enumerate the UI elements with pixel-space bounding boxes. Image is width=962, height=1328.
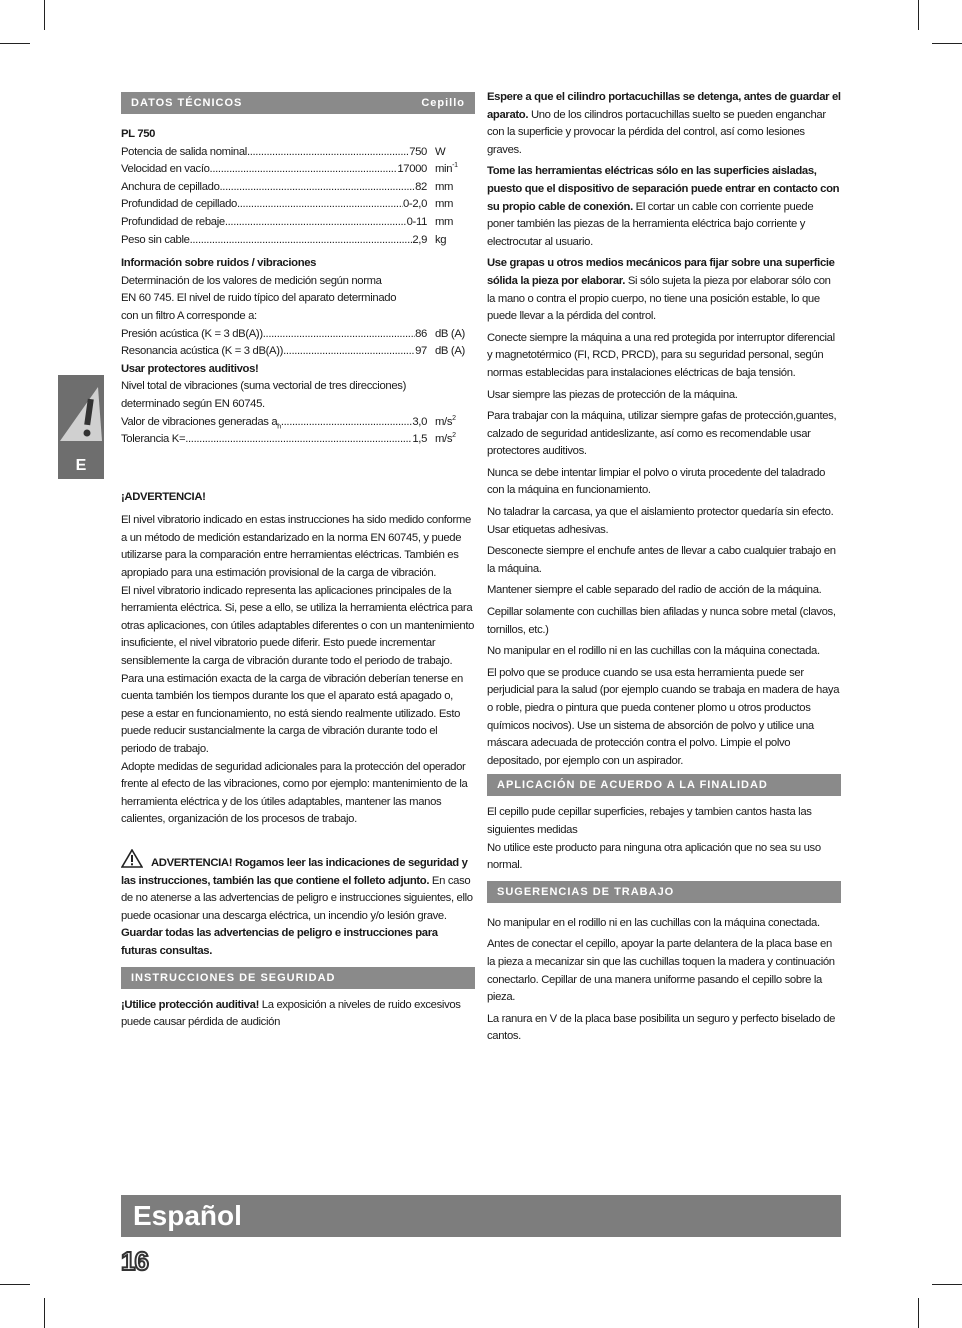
spec-value: 17000 (397, 163, 427, 176)
spec-unit-text: dB (A) (435, 327, 465, 340)
crop-mark (918, 1298, 919, 1328)
model-name: PL 750 (121, 128, 156, 140)
safety-warning-bold: ADVERTENCIA! Rogamos leer las indicaciones de seguridad y las instrucciones, también las que contiene el folleto adjunto. (121, 856, 468, 887)
safety-paragraph-bold: Tome las herramientas eléctricas sólo en las superficies aisladas, puesto que el dispositivo de separación puede entrar en contacto con su propio cable de conexión. (487, 165, 840, 213)
crop-mark (932, 1284, 962, 1285)
safety-paragraph-list (487, 330, 841, 771)
spec-label-text: Valor de vibraciones generadas a (121, 415, 278, 428)
sugerencias-list (487, 915, 841, 1046)
safety-paragraph: El polvo que se produce cuando se usa esta herramienta puede ser perjudicial para la salud (por ejemplo cuando se trabaja en madera de haya o roble, piedra o pintura que pueda contener plomo u otros productos químicos nocivos). Use un sistema de absorción de polvo y utilice una máscara adecuada de protección contra el polvo. Limpie el polvo depositado, por ejemplo con un aspirador. (487, 666, 840, 767)
advertencia-paragraph: Adopte medidas de seguridad adicionales para la protección del operador frente al efecto de las vibraciones, como por ejemplo: mantenimiento de la herramienta eléctrica y de los útiles adaptables, mantener las manos calientes, organización de los procesos de trabajo. (121, 760, 468, 826)
advertencia-paragraph: El nivel vibratorio indicado en estas instrucciones ha sido medido conforme a un método de medición estandarizado en la norma EN 60745, y puede utilizarse para la comparación entre herramientas eléctricas. También es apropiado para una estimación provisional de la carga de vibración. (121, 514, 471, 580)
crop-mark (932, 43, 962, 44)
spec-label-text: Potencia de salida nominal (121, 145, 247, 158)
spec-value: 0-11 (406, 215, 427, 228)
advertencia-paragraph: El nivel vibratorio indicado representa las aplicaciones principales de la herramienta eléctrica. Si, pese a ello, se utiliza la herramienta eléctrica para otras aplicaciones, con útiles adaptables diferentes o con un mantenimiento insuficiente, el nivel vibratorio puede diferir. Esto puede incrementar sensiblemente la carga de vibración durante todo el periodo de trabajo. (121, 584, 475, 668)
spec-value: 97 (415, 345, 427, 358)
spec-label-text: Velocidad en vacío (121, 163, 210, 176)
spec-value: 2,9 (412, 233, 427, 246)
spec-unit (427, 326, 475, 344)
sugerencias-title: SUGERENCIAS DE TRABAJO (497, 885, 675, 898)
spec-value: 750 (409, 145, 427, 158)
hearing-protection-bold: ¡Utilice protección auditiva! (121, 998, 259, 1011)
safety-paragraph: No taladrar la carcasa, ya que el aislamiento protector quedaría sin efecto. Usar etiquetas adhesivas. (487, 506, 834, 536)
datos-tecnicos-title: DATOS TÉCNICOS (131, 97, 243, 109)
spec-row (121, 343, 475, 361)
crop-mark (918, 0, 919, 30)
spec-unit-text: kg (435, 233, 447, 246)
spec-dots (237, 196, 403, 214)
aplicacion-bar (487, 774, 841, 796)
sugerencias-paragraph: La ranura en V de la placa base posibilita un seguro y perfecto biselado de cantos. (487, 1012, 836, 1043)
instrucciones-seguridad-title: INSTRUCCIONES DE SEGURIDAD (131, 971, 336, 984)
spec-label (121, 232, 190, 250)
right-column (487, 89, 841, 1050)
spec-unit (427, 214, 475, 232)
spec-unit-text: mm (435, 198, 454, 211)
spec-row (121, 232, 475, 250)
spec-label-sub: h (277, 422, 281, 430)
keep-instructions-note: Guardar todas las advertencias de peligro e instrucciones para futuras consultas. (121, 927, 438, 957)
spec-label (121, 214, 225, 232)
spec-unit-text: W (435, 145, 446, 158)
spec-label (121, 343, 283, 361)
spec-label-text: Presión acústica (K = 3 dB(A)) (121, 327, 263, 340)
spec-list (121, 144, 475, 250)
spec-unit (427, 431, 475, 449)
noise-line: EN 60 745. El nivel de ruido típico del aparato determinado (121, 292, 397, 305)
sugerencias-paragraph: No manipular en el rodillo ni en las cuchillas con la máquina conectada. (487, 916, 820, 929)
spec-dots (263, 326, 415, 344)
safety-paragraph: Conecte siempre la máquina a una red protegida por interruptor diferencial y magnetotérmico (FI, RCD, PRCD), para su seguridad personal, según normas establecidas para instalaciones eléctricas de baja tensión. (487, 331, 835, 379)
advertencia-heading: ¡ADVERTENCIA! (121, 490, 206, 503)
spec-row (121, 414, 475, 432)
aplicacion-text: El cepillo pude cepillar superficies, rebajes y tambien cantos hasta las siguientes medidas (487, 806, 812, 836)
spec-row (121, 326, 475, 344)
spec-row (121, 196, 475, 214)
spec-row (121, 214, 475, 232)
spec-label (121, 161, 210, 179)
spec-unit-sup: 2 (452, 432, 456, 440)
sugerencias-paragraph: Antes de conectar el cepillo, apoyar la parte delantera de la placa base en la pieza a mecanizar sin que las cuchillas toquen la madera y continuación conectarlo. Cepillar de una manera uniforme pasando el cepillo sobre la pieza. (487, 938, 835, 1004)
spec-dots (185, 431, 412, 449)
spec-unit-text: m/s (435, 433, 453, 446)
spec-label (121, 144, 247, 162)
spec-row (121, 161, 475, 179)
crop-mark (44, 0, 45, 30)
safety-paragraph (487, 255, 841, 325)
crop-mark (44, 1298, 45, 1328)
spec-unit (427, 161, 475, 179)
hearing-protection-paragraph (121, 997, 475, 1032)
safety-paragraph-bold: Espere a que el cilindro portacuchillas se detenga, antes de guardar el aparato. (487, 91, 841, 121)
warning-triangle-icon (58, 385, 104, 449)
safety-paragraph: Usar siempre las piezas de protección de la máquina. (487, 388, 738, 401)
spec-label (121, 414, 281, 432)
spec-unit-text: mm (435, 180, 454, 193)
safety-paragraph: No manipular en el rodillo ni en las cuchillas con la máquina conectada. (487, 645, 820, 658)
ear-protection-heading: Usar protectores auditivos! (121, 362, 259, 375)
spec-unit-text: min (435, 163, 453, 176)
datos-tecnicos-right: Cepillo (421, 97, 465, 109)
sugerencias-bar (487, 881, 841, 903)
spec-value: 82 (415, 180, 427, 193)
safety-paragraph-text: Uno de los cilindros portacuchillas suelto se pueden enganchar con la superficie y provocar la pérdida del control, así como lesiones graves. (487, 108, 826, 156)
vibration-spec-list (121, 414, 475, 449)
spec-unit-text: mm (435, 215, 454, 228)
vibration-line: Nivel total de vibraciones (suma vectorial de tres direcciones) (121, 380, 406, 393)
safety-paragraph-text: El cortar un cable con corriente puede poner también las piezas de la herramienta eléctrica bajo corriente y electrocutar al usuario. (487, 200, 814, 248)
safety-paragraph: Nunca se debe intentar limpiar el polvo o viruta procedente del taladrado con la máquina en funcionamiento. (487, 466, 826, 497)
hearing-protection-text: La exposición a niveles de ruido excesivos puede causar pérdida de audición (121, 998, 461, 1029)
spec-unit (427, 179, 475, 197)
spec-unit-text: m/s (435, 415, 453, 428)
safety-paragraph-bold: Use grapas u otros medios mecánicos para fijar sobre una superficie sólida la pieza por elaborar. (487, 257, 835, 287)
spec-dots (210, 161, 398, 179)
noise-spec-list (121, 326, 475, 361)
noise-line: con un filtro A corresponde a: (121, 309, 257, 322)
spec-row (121, 144, 475, 162)
spec-dots (220, 179, 416, 197)
spec-label-text: Peso sin cable (121, 233, 190, 246)
spec-label (121, 179, 220, 197)
crop-mark (0, 43, 30, 44)
spec-label-text: Anchura de cepillado (121, 180, 220, 193)
safety-paragraph: Mantener siempre el cable separado del radio de acción de la máquina. (487, 584, 822, 597)
advertencia-paragraph: Para una estimación exacta de la carga de vibración deberían tenerse en cuenta también los tiempos durante los que el aparato está apagado o, pese a estar en funcionamiento, no está siendo realmente utilizado. Esto puede reducir sustancialmente la carga de vibración durante todo el periodo de trabajo. (121, 672, 463, 755)
spec-unit (427, 232, 475, 250)
spec-value: 86 (415, 327, 427, 340)
instrucciones-seguridad-bar (121, 967, 475, 989)
advertencia-text (121, 512, 475, 829)
safety-warning-text: En caso de no atenerse a las advertencias de peligro e instrucciones siguientes, ello puede ocasionar una descarga eléctrica, un incendio y/o lesión grave. (121, 874, 473, 922)
spec-unit-sup: 2 (452, 414, 456, 422)
spec-label-text: Profundidad de cepillado (121, 198, 237, 211)
language-bar: Español (121, 1195, 841, 1237)
spec-row (121, 431, 475, 449)
spec-dots (225, 214, 407, 232)
spec-unit-text: dB (A) (435, 345, 465, 358)
noise-heading: Información sobre ruidos / vibraciones (121, 257, 317, 270)
spec-value: 3,0 (412, 415, 427, 428)
page-number: 16 (121, 1246, 148, 1276)
crop-mark (0, 1284, 30, 1285)
spec-label-text: Resonancia acústica (K = 3 dB(A)) (121, 345, 284, 358)
side-tab-letter: E (75, 457, 87, 474)
spec-dots (247, 144, 409, 162)
spec-label (121, 431, 185, 449)
spec-dots (190, 232, 413, 250)
spec-dots (281, 414, 413, 432)
safety-paragraph-text: Si sólo sujeta la pieza por elaborar sólo con la mano o contra el propio cuerpo, no tiene una posición estable, lo que puede llevar a la pérdida del control. (487, 274, 831, 323)
spec-dots (283, 343, 415, 361)
spec-label-text: Profundidad de rebaje (121, 215, 225, 228)
vibration-line: determinado según EN 60745. (121, 397, 265, 410)
noise-line: Determinación de los valores de medición según norma (121, 274, 382, 287)
spec-unit-sup: -1 (452, 162, 458, 170)
aplicacion-title: APLICACIÓN DE ACUERDO A LA FINALIDAD (497, 779, 768, 792)
spec-unit (427, 343, 475, 361)
spec-unit (427, 144, 475, 162)
warning-triangle-icon (121, 849, 143, 868)
spec-label (121, 326, 263, 344)
spec-label (121, 196, 237, 214)
aplicacion-text: No utilice este producto para ninguna otra aplicación que no sea su uso normal. (487, 841, 821, 872)
safety-paragraph: Desconecte siempre el enchufe antes de llevar a cabo cualquier trabajo en la máquina. (487, 545, 836, 575)
spec-value: 0-2,0 (403, 198, 427, 211)
side-warning-tab (58, 375, 104, 479)
spec-value: 1,5 (412, 433, 427, 446)
safety-paragraph (487, 163, 841, 251)
safety-warning-block (121, 849, 475, 961)
spec-unit (427, 196, 475, 214)
spec-label-text: Tolerancia K= (121, 433, 186, 446)
spec-row (121, 179, 475, 197)
spec-unit (427, 414, 475, 432)
safety-paragraph: Para trabajar con la máquina, utilizar siempre gafas de protección,guantes, calzado de seguridad antideslizante, así como es recomendable usar protectores auditivos. (487, 410, 837, 458)
datos-tecnicos-bar (121, 92, 475, 114)
safety-paragraph: Cepillar solamente con cuchillas bien afiladas y nunca sobre metal (clavos, tornillos, etc.) (487, 606, 836, 636)
safety-paragraph (487, 89, 841, 159)
left-column (121, 92, 475, 1032)
